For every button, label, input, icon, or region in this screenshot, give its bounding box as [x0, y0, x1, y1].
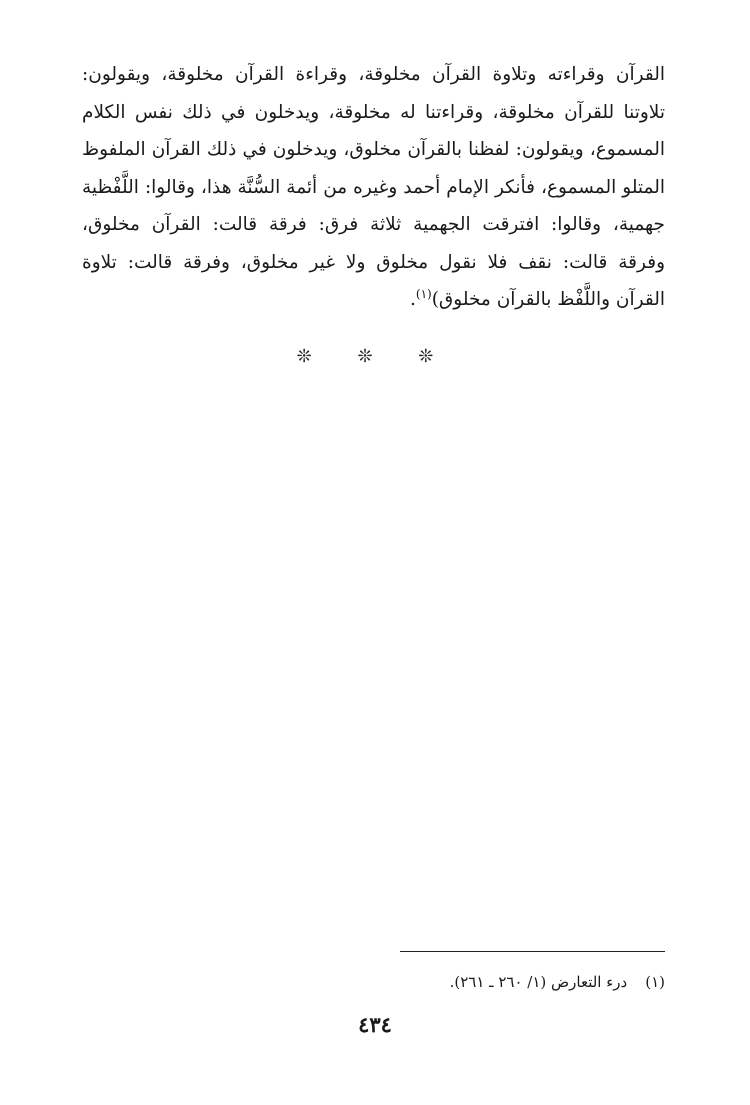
footnote — [82, 970, 665, 994]
footnote-text: درء التعارض (١/ ٢٦٠ ـ ٢٦١). — [449, 973, 628, 991]
footnote-divider — [400, 951, 665, 952]
closing-period: . — [409, 289, 416, 310]
body-text — [82, 56, 665, 319]
text-line-6: وفرقة قالت: نقف فلا نقول مخلوق ولا غير مخلوق، وفرقة قالت: تلاوة — [82, 251, 665, 273]
text-line-7 — [82, 281, 665, 319]
text-line-5: جهمية، وقالوا: افترقت الجهمية ثلاثة فرق: فرقة قالت: القرآن مخلوق، — [82, 214, 665, 235]
footnote-reference-marker: (١) — [415, 286, 432, 301]
footnote-number: (١) — [645, 973, 665, 991]
text-line-1: القرآن وقراءته وتلاوة القرآن مخلوقة، وقراءة القرآن مخلوقة، ويقولون: — [82, 64, 665, 85]
text-line-7-content: القرآن واللَّفْظ بالقرآن مخلوق) — [431, 289, 665, 310]
section-separator-ornament: ❊ ❊ ❊ — [296, 346, 454, 367]
text-line-2: تلاوتنا للقرآن مخلوقة، وقراءتنا له مخلوقة، ويدخلون في ذلك نفس الكلام — [82, 101, 665, 123]
text-line-3: المسموع، ويقولون: لفظنا بالقرآن مخلوق، ويدخلون في ذلك القرآن الملفوظ — [82, 139, 665, 160]
page-number: ٤٣٤ — [358, 1012, 392, 1037]
text-line-4: المتلو المسموع، فأنكر الإمام أحمد وغيره من أئمة السُّنَّة هذا، وقالوا: اللَّفْظية — [82, 176, 665, 198]
